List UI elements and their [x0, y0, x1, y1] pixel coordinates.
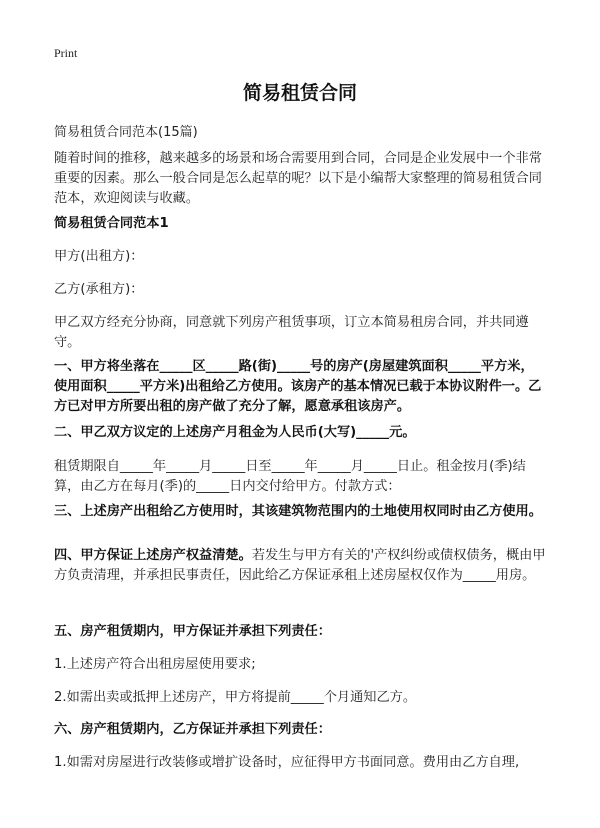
clause-5: 五、房产租赁期内，甲方保证并承担下列责任： [54, 624, 331, 639]
clause-5-item-2: 2.如需出卖或抵押上述房产，甲方将提前_____个月通知乙方。 [54, 690, 417, 705]
clause-6-item-1: 1.如需对房屋进行改装修或增扩设备时，应征得甲方书面同意。费用由乙方自理, [54, 755, 520, 770]
document-title: 简易租赁合同 [242, 82, 357, 104]
clause-5-item-1: 1.上述房产符合出租房屋使用要求; [54, 657, 256, 672]
document-subtitle: 简易租赁合同范本(15篇) [54, 125, 198, 140]
lease-term-paragraph: 租赁期限自_____年_____月_____日至_____年_____月_____日止。租金按月(季)结算，由乙方在每月(季)的_____日内交付给甲方。付款方式： [54, 459, 526, 494]
clause-4 [54, 546, 546, 586]
intro-paragraph: 随着时间的推移，越来越多的场景和场合需要用到合同，合同是企业发展中一个非常重要的因素。那么一般合同是怎么起草的呢？以下是小编帮大家整理的简易租赁合同范本，欢迎阅读与收藏。 [54, 151, 542, 206]
clause-4-heading: 四、甲方保证上述房产权益清楚。 [54, 548, 252, 563]
preamble-paragraph: 甲乙双方经充分协商，同意就下列房产租赁事项，订立本简易租房合同，并共同遵守。 [54, 315, 529, 350]
clause-3: 三、上述房产出租给乙方使用时，其该建筑物范围内的土地使用权同时由乙方使用。 [54, 504, 542, 519]
clause-1: 一、甲方将坐落在_____区_____路(街)_____号的房产(房屋建筑面积_____平方米，使用面积_____平方米)出租给乙方使用。该房产的基本情况已载于本协议附件一。乙方已对甲方所要出租的房产做了充分了解，愿意承租该房产。 [54, 359, 542, 414]
clause-2: 二、甲乙双方议定的上述房产月租金为人民币(大写)_____元。 [54, 425, 416, 440]
clause-6: 六、房产租赁期内，乙方保证并承担下列责任： [54, 722, 331, 737]
party-b-line: 乙方(承租方)： [54, 282, 144, 297]
section-heading: 简易租赁合同范本1 [54, 216, 169, 231]
print-link[interactable]: Print [54, 46, 78, 60]
clause-4-body: 若发生与甲方有关的'产权纠纷或债权债务，概由甲方负责清理，并承担民事责任，因此给乙方保证承租上述房屋权仅作为_____用房。 [54, 548, 546, 583]
party-a-line: 甲方(出租方)： [54, 249, 144, 264]
